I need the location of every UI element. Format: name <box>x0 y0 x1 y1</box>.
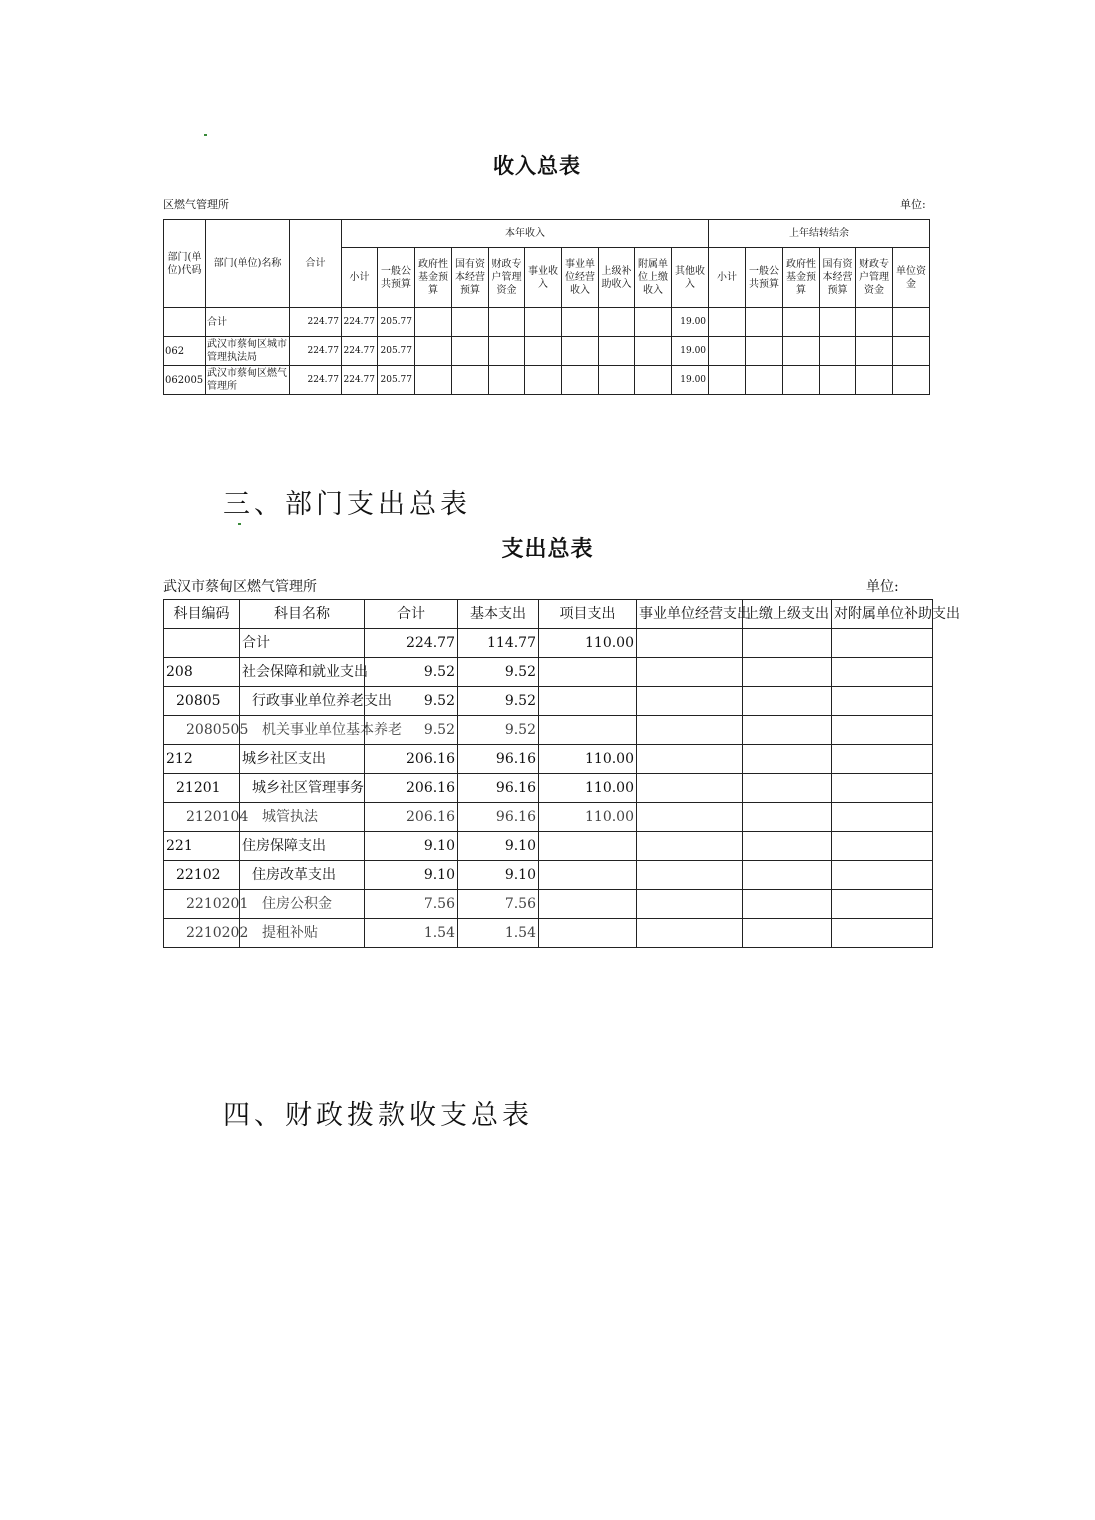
section-heading-fiscal: 四、财政拨款收支总表 <box>223 1100 533 1131</box>
income-cell-total: 224.77 <box>290 308 342 337</box>
expense-cell-code: 20805 <box>164 687 240 716</box>
income-org-label: 区燃气管理所 <box>163 198 229 211</box>
expense-cell-basic: 96.16 <box>458 774 539 803</box>
expense-cell-code: 221 <box>164 832 240 861</box>
expense-cell-empty <box>743 890 832 919</box>
income-cell-general: 205.77 <box>378 308 415 337</box>
income-cell-empty <box>856 308 893 337</box>
expense-cell-basic: 9.52 <box>458 658 539 687</box>
expense-cell-code: 2210202 <box>164 919 240 948</box>
expense-header-0: 科目编码 <box>164 600 240 629</box>
income-cell-name: 合计 <box>206 308 290 337</box>
income-cell-other: 19.00 <box>672 308 709 337</box>
income-summary-table <box>163 219 930 395</box>
expense-cell-code: 22102 <box>164 861 240 890</box>
income-cell-empty <box>635 366 672 395</box>
income-header-prior-4: 财政专户管理资金 <box>856 248 893 308</box>
income-cell-empty <box>562 337 599 366</box>
income-header-prior-5: 单位资金 <box>893 248 930 308</box>
expense-header-6: 上缴上级支出 <box>743 600 832 629</box>
expense-cell-empty <box>832 861 933 890</box>
income-cell-empty <box>783 366 820 395</box>
expense-cell-basic: 96.16 <box>458 745 539 774</box>
expense-cell-basic: 9.10 <box>458 861 539 890</box>
expense-cell-total: 9.10 <box>365 861 458 890</box>
expense-cell-total: 206.16 <box>365 803 458 832</box>
expense-cell-empty <box>832 629 933 658</box>
income-header-current-9: 其他收入 <box>672 248 709 308</box>
expense-cell-code: 208 <box>164 658 240 687</box>
income-cell-empty <box>415 308 452 337</box>
income-cell-empty <box>599 366 635 395</box>
income-cell-empty <box>893 308 930 337</box>
expense-cell-name: 提租补贴 <box>240 919 365 948</box>
income-cell-empty <box>489 308 525 337</box>
expense-cell-empty <box>637 745 743 774</box>
expense-cell-empty <box>637 890 743 919</box>
income-header-prior-1: 一般公共预算 <box>746 248 783 308</box>
expense-cell-name: 机关事业单位基本养老 <box>240 716 365 745</box>
expense-cell-code: 212 <box>164 745 240 774</box>
expense-table-title: 支出总表 <box>501 536 594 562</box>
expense-cell-empty <box>637 629 743 658</box>
income-cell-empty <box>635 308 672 337</box>
expense-row <box>164 658 933 687</box>
expense-cell-project <box>539 716 637 745</box>
income-cell-empty <box>489 366 525 395</box>
income-header-current-0: 小计 <box>342 248 378 308</box>
expense-cell-basic: 9.52 <box>458 716 539 745</box>
income-cell-empty <box>820 337 856 366</box>
expense-cell-empty <box>637 919 743 948</box>
expense-cell-empty <box>743 716 832 745</box>
income-cell-empty <box>746 308 783 337</box>
expense-cell-code <box>164 629 240 658</box>
income-cell-empty <box>635 337 672 366</box>
expense-row <box>164 687 933 716</box>
expense-cell-project: 110.00 <box>539 629 637 658</box>
expense-cell-basic: 114.77 <box>458 629 539 658</box>
income-cell-empty <box>820 308 856 337</box>
expense-cell-basic: 9.52 <box>458 687 539 716</box>
income-cell-name: 武汉市蔡甸区燃气管理所 <box>206 366 290 395</box>
expense-cell-empty <box>743 774 832 803</box>
expense-row <box>164 919 933 948</box>
income-header-current-3: 国有资本经营预算 <box>452 248 489 308</box>
income-group-prior: 上年结转结余 <box>709 220 930 248</box>
income-cell-code: 062005 <box>164 366 206 395</box>
expense-cell-name: 住房改革支出 <box>240 861 365 890</box>
expense-cell-empty <box>637 774 743 803</box>
expense-cell-empty <box>743 745 832 774</box>
income-cell-empty <box>452 308 489 337</box>
income-cell-general: 205.77 <box>378 366 415 395</box>
income-cell-sub: 224.77 <box>342 337 378 366</box>
income-header-current-7: 上级补助收入 <box>599 248 635 308</box>
expense-row <box>164 716 933 745</box>
expense-row <box>164 774 933 803</box>
income-cell-empty <box>856 366 893 395</box>
income-table-title: 收入总表 <box>493 153 581 178</box>
expense-header-2: 合计 <box>365 600 458 629</box>
income-header-current-6: 事业单位经营收入 <box>562 248 599 308</box>
income-cell-sub: 224.77 <box>342 366 378 395</box>
income-cell-sub: 224.77 <box>342 308 378 337</box>
expense-cell-empty <box>832 716 933 745</box>
expense-cell-project: 110.00 <box>539 774 637 803</box>
income-cell-empty <box>893 337 930 366</box>
income-cell-code <box>164 308 206 337</box>
expense-cell-code: 21201 <box>164 774 240 803</box>
expense-cell-total: 206.16 <box>365 774 458 803</box>
income-cell-empty <box>562 366 599 395</box>
expense-header-4: 项目支出 <box>539 600 637 629</box>
income-cell-empty <box>562 308 599 337</box>
expense-cell-name: 城管执法 <box>240 803 365 832</box>
expense-cell-basic: 1.54 <box>458 919 539 948</box>
expense-cell-total: 9.52 <box>365 716 458 745</box>
expense-cell-empty <box>832 803 933 832</box>
income-cell-empty <box>856 337 893 366</box>
expense-header-7: 对附属单位补助支出 <box>832 600 933 629</box>
expense-cell-code: 2120104 <box>164 803 240 832</box>
expense-header-1: 科目名称 <box>240 600 365 629</box>
income-cell-total: 224.77 <box>290 337 342 366</box>
expense-cell-empty <box>832 919 933 948</box>
income-group-current: 本年收入 <box>342 220 709 248</box>
expense-cell-project <box>539 861 637 890</box>
expense-cell-code: 2210201 <box>164 890 240 919</box>
expense-cell-empty <box>743 803 832 832</box>
expense-cell-project: 110.00 <box>539 803 637 832</box>
income-cell-name: 武汉市蔡甸区城市管理执法局 <box>206 337 290 366</box>
scan-mark <box>238 523 241 525</box>
expense-cell-basic: 9.10 <box>458 832 539 861</box>
income-cell-other: 19.00 <box>672 337 709 366</box>
expense-cell-empty <box>743 658 832 687</box>
income-cell-general: 205.77 <box>378 337 415 366</box>
income-row <box>164 337 930 366</box>
income-header-current-2: 政府性基金预算 <box>415 248 452 308</box>
expense-cell-basic: 7.56 <box>458 890 539 919</box>
expense-cell-project: 110.00 <box>539 745 637 774</box>
income-cell-empty <box>893 366 930 395</box>
expense-cell-project <box>539 832 637 861</box>
income-cell-empty <box>452 337 489 366</box>
income-cell-empty <box>709 366 746 395</box>
income-cell-other: 19.00 <box>672 366 709 395</box>
expense-cell-empty <box>637 687 743 716</box>
expense-cell-name: 城乡社区支出 <box>240 745 365 774</box>
income-header-name: 部门(单位)名称 <box>206 220 290 308</box>
income-row <box>164 366 930 395</box>
income-cell-empty <box>783 308 820 337</box>
expense-cell-total: 9.52 <box>365 687 458 716</box>
expense-header-5: 事业单位经营支出 <box>637 600 743 629</box>
expense-cell-project <box>539 890 637 919</box>
expense-row <box>164 745 933 774</box>
expense-cell-empty <box>637 716 743 745</box>
expense-cell-project <box>539 687 637 716</box>
expense-row <box>164 861 933 890</box>
expense-cell-empty <box>832 658 933 687</box>
income-cell-empty <box>525 308 562 337</box>
expense-row <box>164 803 933 832</box>
expense-cell-empty <box>743 687 832 716</box>
income-cell-total: 224.77 <box>290 366 342 395</box>
expense-row <box>164 832 933 861</box>
expense-summary-table <box>163 599 960 948</box>
income-cell-empty <box>415 366 452 395</box>
expense-cell-name: 住房公积金 <box>240 890 365 919</box>
income-header-prior-2: 政府性基金预算 <box>783 248 820 308</box>
expense-cell-code: 2080505 <box>164 716 240 745</box>
expense-cell-empty <box>832 687 933 716</box>
income-header-current-1: 一般公共预算 <box>378 248 415 308</box>
expense-cell-total: 206.16 <box>365 745 458 774</box>
expense-cell-name: 社会保障和就业支出 <box>240 658 365 687</box>
expense-cell-empty <box>743 919 832 948</box>
expense-header-3: 基本支出 <box>458 600 539 629</box>
expense-cell-empty <box>637 803 743 832</box>
expense-cell-name: 行政事业单位养老支出 <box>240 687 365 716</box>
scan-mark <box>204 134 207 136</box>
income-header-prior-3: 国有资本经营预算 <box>820 248 856 308</box>
expense-row <box>164 890 933 919</box>
expense-cell-empty <box>832 832 933 861</box>
income-header-current-4: 财政专户管理资金 <box>489 248 525 308</box>
income-cell-empty <box>525 337 562 366</box>
expense-cell-empty <box>832 774 933 803</box>
expense-cell-total: 9.10 <box>365 832 458 861</box>
expense-cell-total: 224.77 <box>365 629 458 658</box>
expense-cell-project <box>539 919 637 948</box>
income-header-code: 部门(单位)代码 <box>164 220 206 308</box>
expense-cell-empty <box>743 629 832 658</box>
income-cell-code: 062 <box>164 337 206 366</box>
income-unit-label: 单位: <box>900 198 926 211</box>
expense-cell-empty <box>743 832 832 861</box>
expense-cell-name: 城乡社区管理事务 <box>240 774 365 803</box>
income-cell-empty <box>489 337 525 366</box>
expense-cell-total: 9.52 <box>365 658 458 687</box>
income-cell-empty <box>746 337 783 366</box>
income-cell-empty <box>525 366 562 395</box>
expense-unit-label: 单位: <box>866 579 899 595</box>
income-header-current-5: 事业收入 <box>525 248 562 308</box>
income-cell-empty <box>709 337 746 366</box>
expense-cell-name: 合计 <box>240 629 365 658</box>
income-cell-empty <box>599 337 635 366</box>
expense-cell-name: 住房保障支出 <box>240 832 365 861</box>
income-cell-empty <box>599 308 635 337</box>
income-cell-empty <box>783 337 820 366</box>
income-header-current-8: 附属单位上缴收入 <box>635 248 672 308</box>
section-heading-expense: 三、部门支出总表 <box>223 489 471 520</box>
expense-cell-total: 1.54 <box>365 919 458 948</box>
income-cell-empty <box>820 366 856 395</box>
expense-cell-basic: 96.16 <box>458 803 539 832</box>
expense-row <box>164 629 933 658</box>
expense-cell-empty <box>637 832 743 861</box>
income-cell-empty <box>452 366 489 395</box>
expense-cell-total: 7.56 <box>365 890 458 919</box>
income-header-prior-0: 小计 <box>709 248 746 308</box>
expense-org-label: 武汉市蔡甸区燃气管理所 <box>163 579 317 595</box>
income-cell-empty <box>415 337 452 366</box>
expense-cell-empty <box>637 861 743 890</box>
income-header-total: 合计 <box>290 220 342 308</box>
expense-cell-project <box>539 658 637 687</box>
income-cell-empty <box>746 366 783 395</box>
expense-cell-empty <box>743 861 832 890</box>
expense-cell-empty <box>832 890 933 919</box>
expense-cell-empty <box>832 745 933 774</box>
income-row <box>164 308 930 337</box>
income-cell-empty <box>709 308 746 337</box>
expense-cell-empty <box>637 658 743 687</box>
